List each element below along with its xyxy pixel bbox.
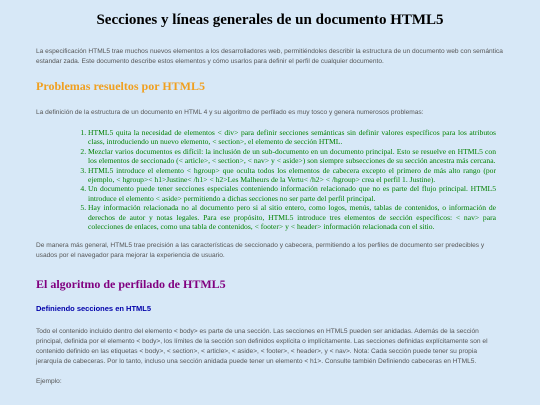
example-label: Ejemplo: [36,378,62,386]
section-heading-algorithm: El algoritmo de perfilado de HTML5 [36,277,226,292]
list-item: 2. Mezclar varios documentos es difícil: la inclusión de un sub-documento en un documento principal. Esto se resuelve en HTML5 con los elementos de seccionado (< article>, < section>, < nav> y < aside>) son siempre subsecciones de su sección ancestra más cercana. [88,147,496,166]
page-title: Secciones y líneas generales de un documento HTML5 [96,12,444,28]
sections-paragraph: Todo el contenido incluido dentro del elemento < body> es parte de una sección. Las secciones en HTML5 pueden ser anidadas. Además de la sección principal, definida por el elemento < body>, los límites de la sección son definidos explícita o implícitamente. Las secciones definidas explícitamente son el contenido definido en las etiquetas < body>, < section>, < article>, < aside>, < footer>, < header>, y < nav>. Nota: Cada sección puede tener su propia jerarquía de cabeceras. Por lo tanto, incluso una sección anidada puede tener un elemento < h1>. Consulte también Definiendo cabeceras en HTML5. [36,328,488,366]
problems-list [88,128,496,231]
subsection-heading-defining-sections: Definiendo secciones en HTML5 [36,304,152,314]
section-heading-problems: Problemas resueltos por HTML5 [36,79,205,93]
list-item: 1. HTML5 quita la necesidad de elementos < div> para definir secciones semánticas sin definir valores específicos para los atributos class, introduciendo un nuevo elemento, < section>, el elemento de sección HTML. [88,128,496,147]
list-item: 3. HTML5 introduce el elemento < hgroup> que oculta todos los elementos de cabecera excepto el primero de más alto rango (por ejemplo, < hgroup>< h1>Justine< /h1> < h2>Les Malheurs de la Vertu< /h2> < /hgroup> crea el perfil 1. Justine). [88,166,496,185]
list-item: 4. Un documento puede tener secciones especiales conteniendo información relacionado que no es parte del flujo principal. HTML5 introduce el elemento < aside> permitiendo a dichas secciones no ser parte del perfil principal. [88,184,496,203]
list-item: 5. Hay información relacionada no al documento pero si al sitio entero, como logos, menús, tablas de contenidos, o información de derechos de autor y notas legales. Para ese propósito, HTML5 introduce tres elementos de sección específicos: < nav> para colecciones de enlaces, como una tabla de contenidos, < footer> y < header> información relacionada con el sitio. [88,203,496,231]
problems-closing-paragraph: De manera más general, HTML5 trae precisión a las características de seccionado y cabecera, permitiendo a los perfiles de documento ser predecibles y usados por el navegador para mejorar la experiencia de usuario. [36,242,485,260]
problems-paragraph: La definición de la estructura de un documento en HTML 4 y su algoritmo de perfilado es muy tosco y genera numerosos problemas: [36,109,424,116]
intro-paragraph: La especificación HTML5 trae muchos nuevos elementos a los desarrolladores web, permitiéndoles describir la estructura de un documento web con semántica estandar zada. Este documento describe estos elementos y cómo usarlos para definir el perfil de cualquier documento. [36,48,503,65]
